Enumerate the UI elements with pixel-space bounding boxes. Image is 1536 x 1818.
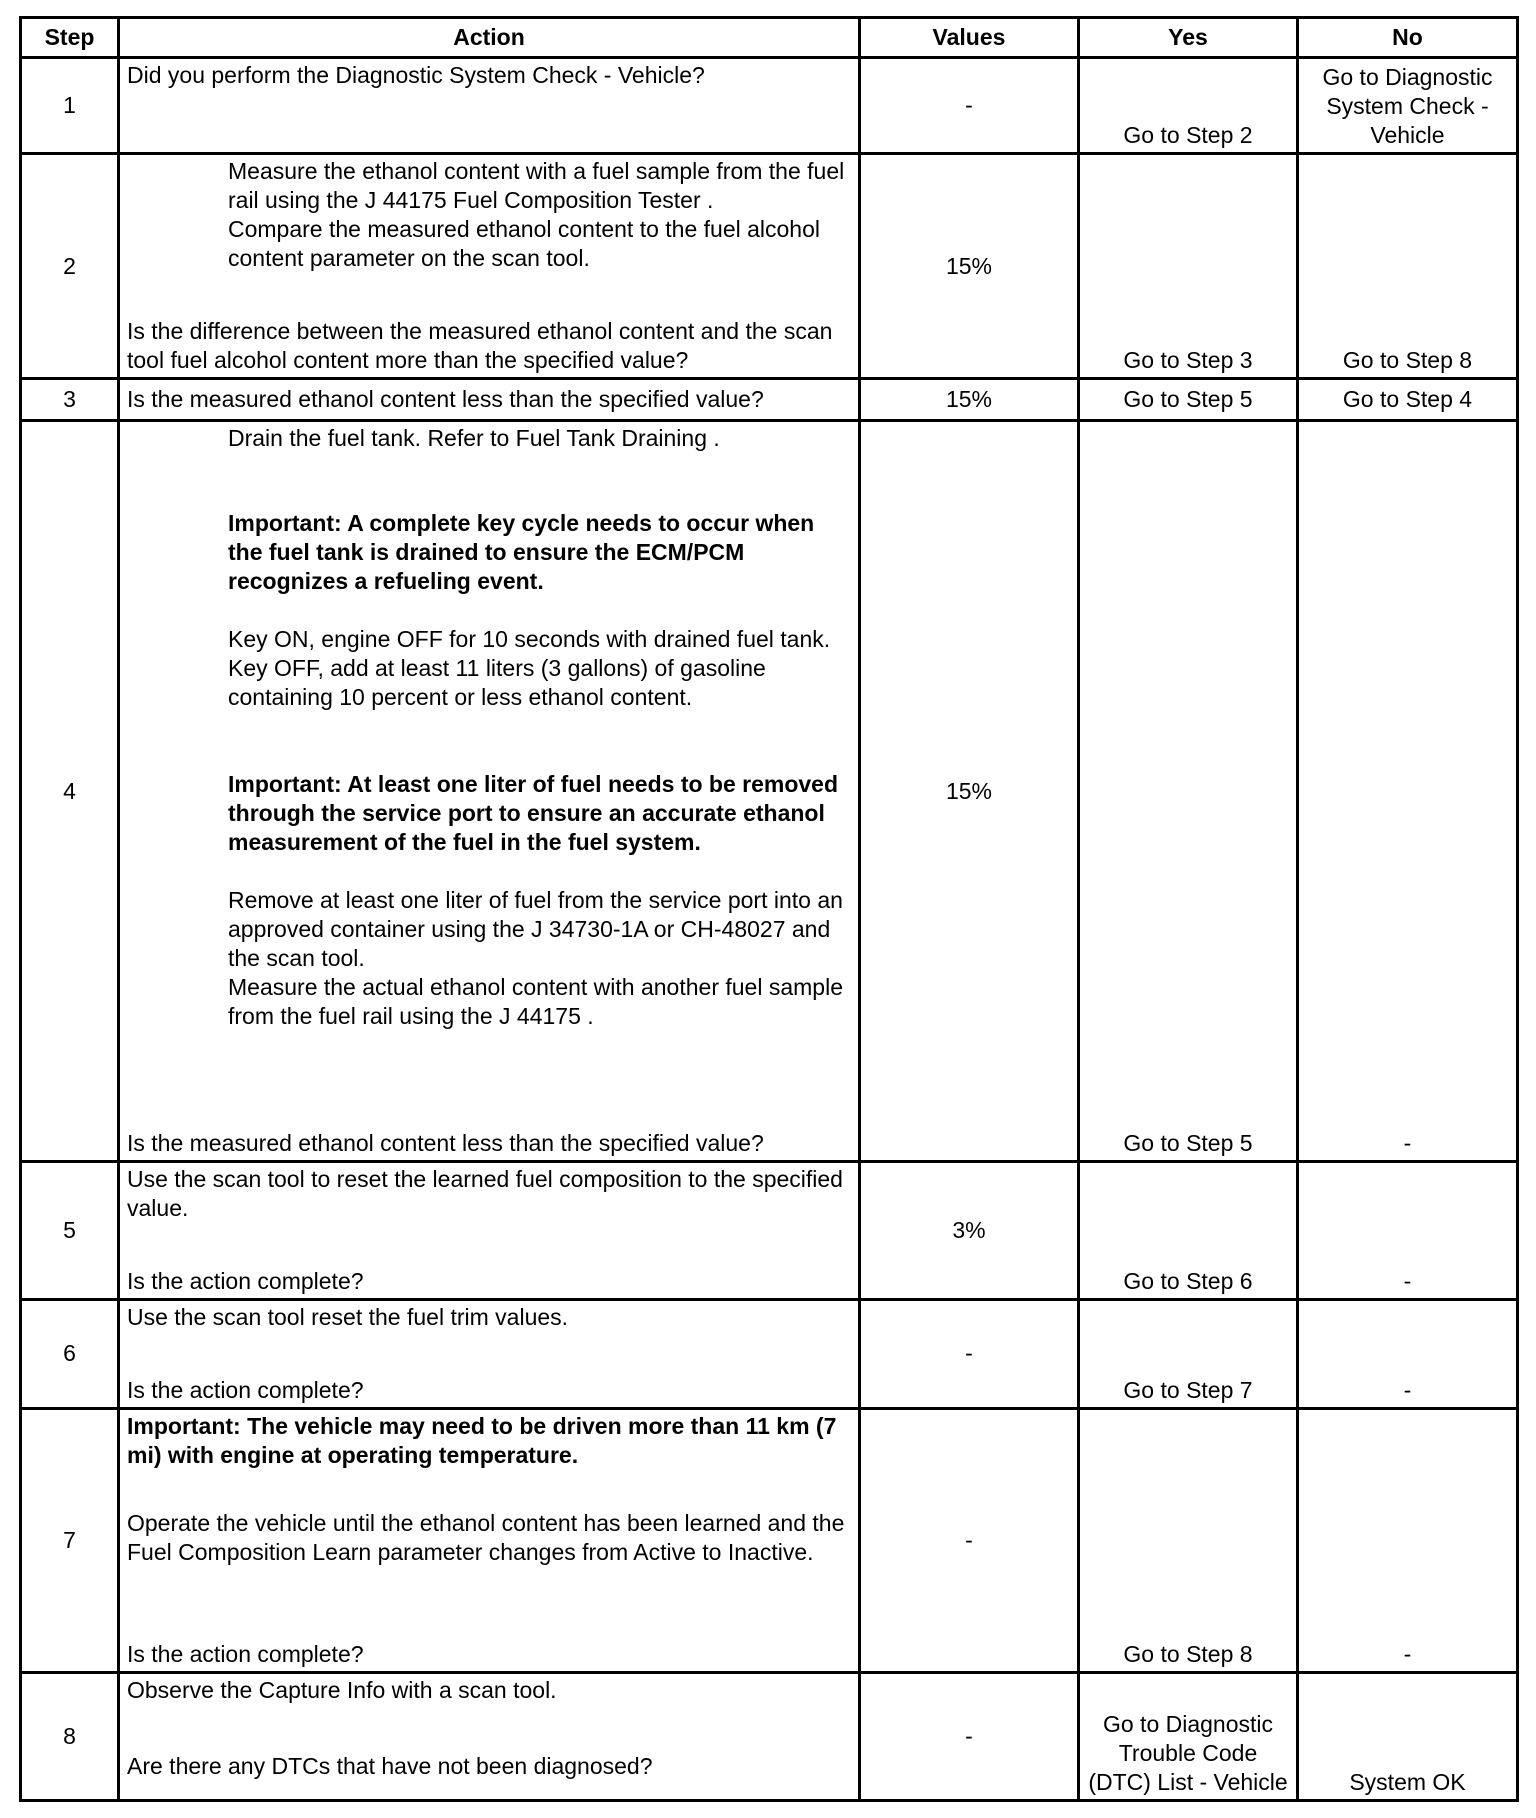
yes-cell: Go to Step 5 [1079,421,1298,1162]
table-row [21,379,1518,421]
action-text: Did you perform the Diagnostic System Check - Vehicle? [127,62,705,89]
step-number: 7 [21,1408,119,1672]
yes-cell: Go to Step 6 [1079,1162,1298,1299]
action-cell [119,379,860,421]
value-cell: 3% [860,1162,1079,1299]
header-action: Action [119,18,860,58]
action-question: Is the action complete? [127,1267,364,1294]
no-cell: System OK [1298,1672,1518,1800]
action-item: Measure the actual ethanol content with another fuel sample from the fuel rail using the J 44175 . [228,974,843,1030]
yes-cell: Go to Step 3 [1079,154,1298,379]
important-note: Important: A complete key cycle needs to occur when the fuel tank is drained to ensure the ECM/PCM recognizes a refueling event. [228,510,815,595]
diagnostic-table [19,16,1519,1802]
action-cell [119,1408,860,1672]
action-question: Is the action complete? [127,1376,364,1403]
table-row [21,154,1518,379]
header-no: No [1298,18,1518,58]
table-row [21,1408,1518,1672]
header-values: Values [860,18,1079,58]
no-cell: - [1298,1408,1518,1672]
action-question: Is the action complete? [127,1640,364,1667]
table-row [21,1299,1518,1408]
action-text: Observe the Capture Info with a scan tool. [127,1676,557,1703]
step-number: 2 [21,154,119,379]
yes-cell: Go to Diagnostic Trouble Code (DTC) List - Vehicle [1079,1672,1298,1800]
no-cell: - [1298,1299,1518,1408]
action-item: Measure the ethanol content with a fuel sample from the fuel rail using the J 44175 Fuel Composition Tester . [228,158,845,214]
action-text: Use the scan tool to reset the learned fuel composition to the specified value. [127,1166,843,1222]
action-cell [119,1299,860,1408]
yes-cell: Go to Step 2 [1079,58,1298,154]
action-text: Use the scan tool reset the fuel trim values. [127,1303,569,1330]
value-cell: - [860,1408,1079,1672]
value-cell: 15% [860,154,1079,379]
step-number: 3 [21,379,119,421]
action-cell [119,1162,860,1299]
no-cell: - [1298,421,1518,1162]
step-number: 1 [21,58,119,154]
no-cell: Go to Diagnostic System Check - Vehicle [1298,58,1518,154]
action-item: Key ON, engine OFF for 10 seconds with drained fuel tank. [228,626,831,653]
table-row [21,58,1518,154]
action-item: Drain the fuel tank. Refer to Fuel Tank Draining . [228,425,720,452]
action-item: Key OFF, add at least 11 liters (3 gallons) of gasoline containing 10 percent or less ethanol content. [228,655,766,711]
value-cell: 15% [860,421,1079,1162]
step-number: 5 [21,1162,119,1299]
step-number: 4 [21,421,119,1162]
important-note: Important: The vehicle may need to be driven more than 11 km (7 mi) with engine at operating temperature. [127,1412,837,1468]
header-row [21,18,1518,58]
value-cell: - [860,58,1079,154]
action-question: Is the difference between the measured ethanol content and the scan tool fuel alcohol content more than the specified value? [127,318,833,373]
no-cell: - [1298,1162,1518,1299]
action-item: Compare the measured ethanol content to the fuel alcohol content parameter on the scan tool. [228,216,820,272]
action-question: Are there any DTCs that have not been diagnosed? [127,1753,653,1779]
value-cell: - [860,1299,1079,1408]
yes-cell: Go to Step 5 [1079,379,1298,421]
no-cell: Go to Step 8 [1298,154,1518,379]
action-cell [119,58,860,154]
header-step: Step [21,18,119,58]
action-cell [119,421,860,1162]
no-cell: Go to Step 4 [1298,379,1518,421]
important-note: Important: At least one liter of fuel needs to be removed through the service port to ensure an accurate ethanol measurement of the fuel in the fuel system. [228,771,839,856]
value-cell: - [860,1672,1079,1800]
action-cell [119,1672,860,1800]
action-question: Is the measured ethanol content less than the specified value? [127,1130,764,1157]
table-row [21,1162,1518,1299]
value-cell: 15% [860,379,1079,421]
step-number: 6 [21,1299,119,1408]
action-question: Is the measured ethanol content less than the specified value? [127,386,764,413]
action-item: Remove at least one liter of fuel from the service port into an approved container using the J 34730-1A or CH-48027 and the scan tool. [228,887,843,972]
yes-cell: Go to Step 7 [1079,1299,1298,1408]
action-text: Operate the vehicle until the ethanol content has been learned and the Fuel Composition Learn parameter changes from Active to Inactive. [127,1509,845,1565]
table-row [21,421,1518,1162]
step-number: 8 [21,1672,119,1800]
header-yes: Yes [1079,18,1298,58]
table-row [21,1672,1518,1800]
action-cell [119,154,860,379]
yes-cell: Go to Step 8 [1079,1408,1298,1672]
